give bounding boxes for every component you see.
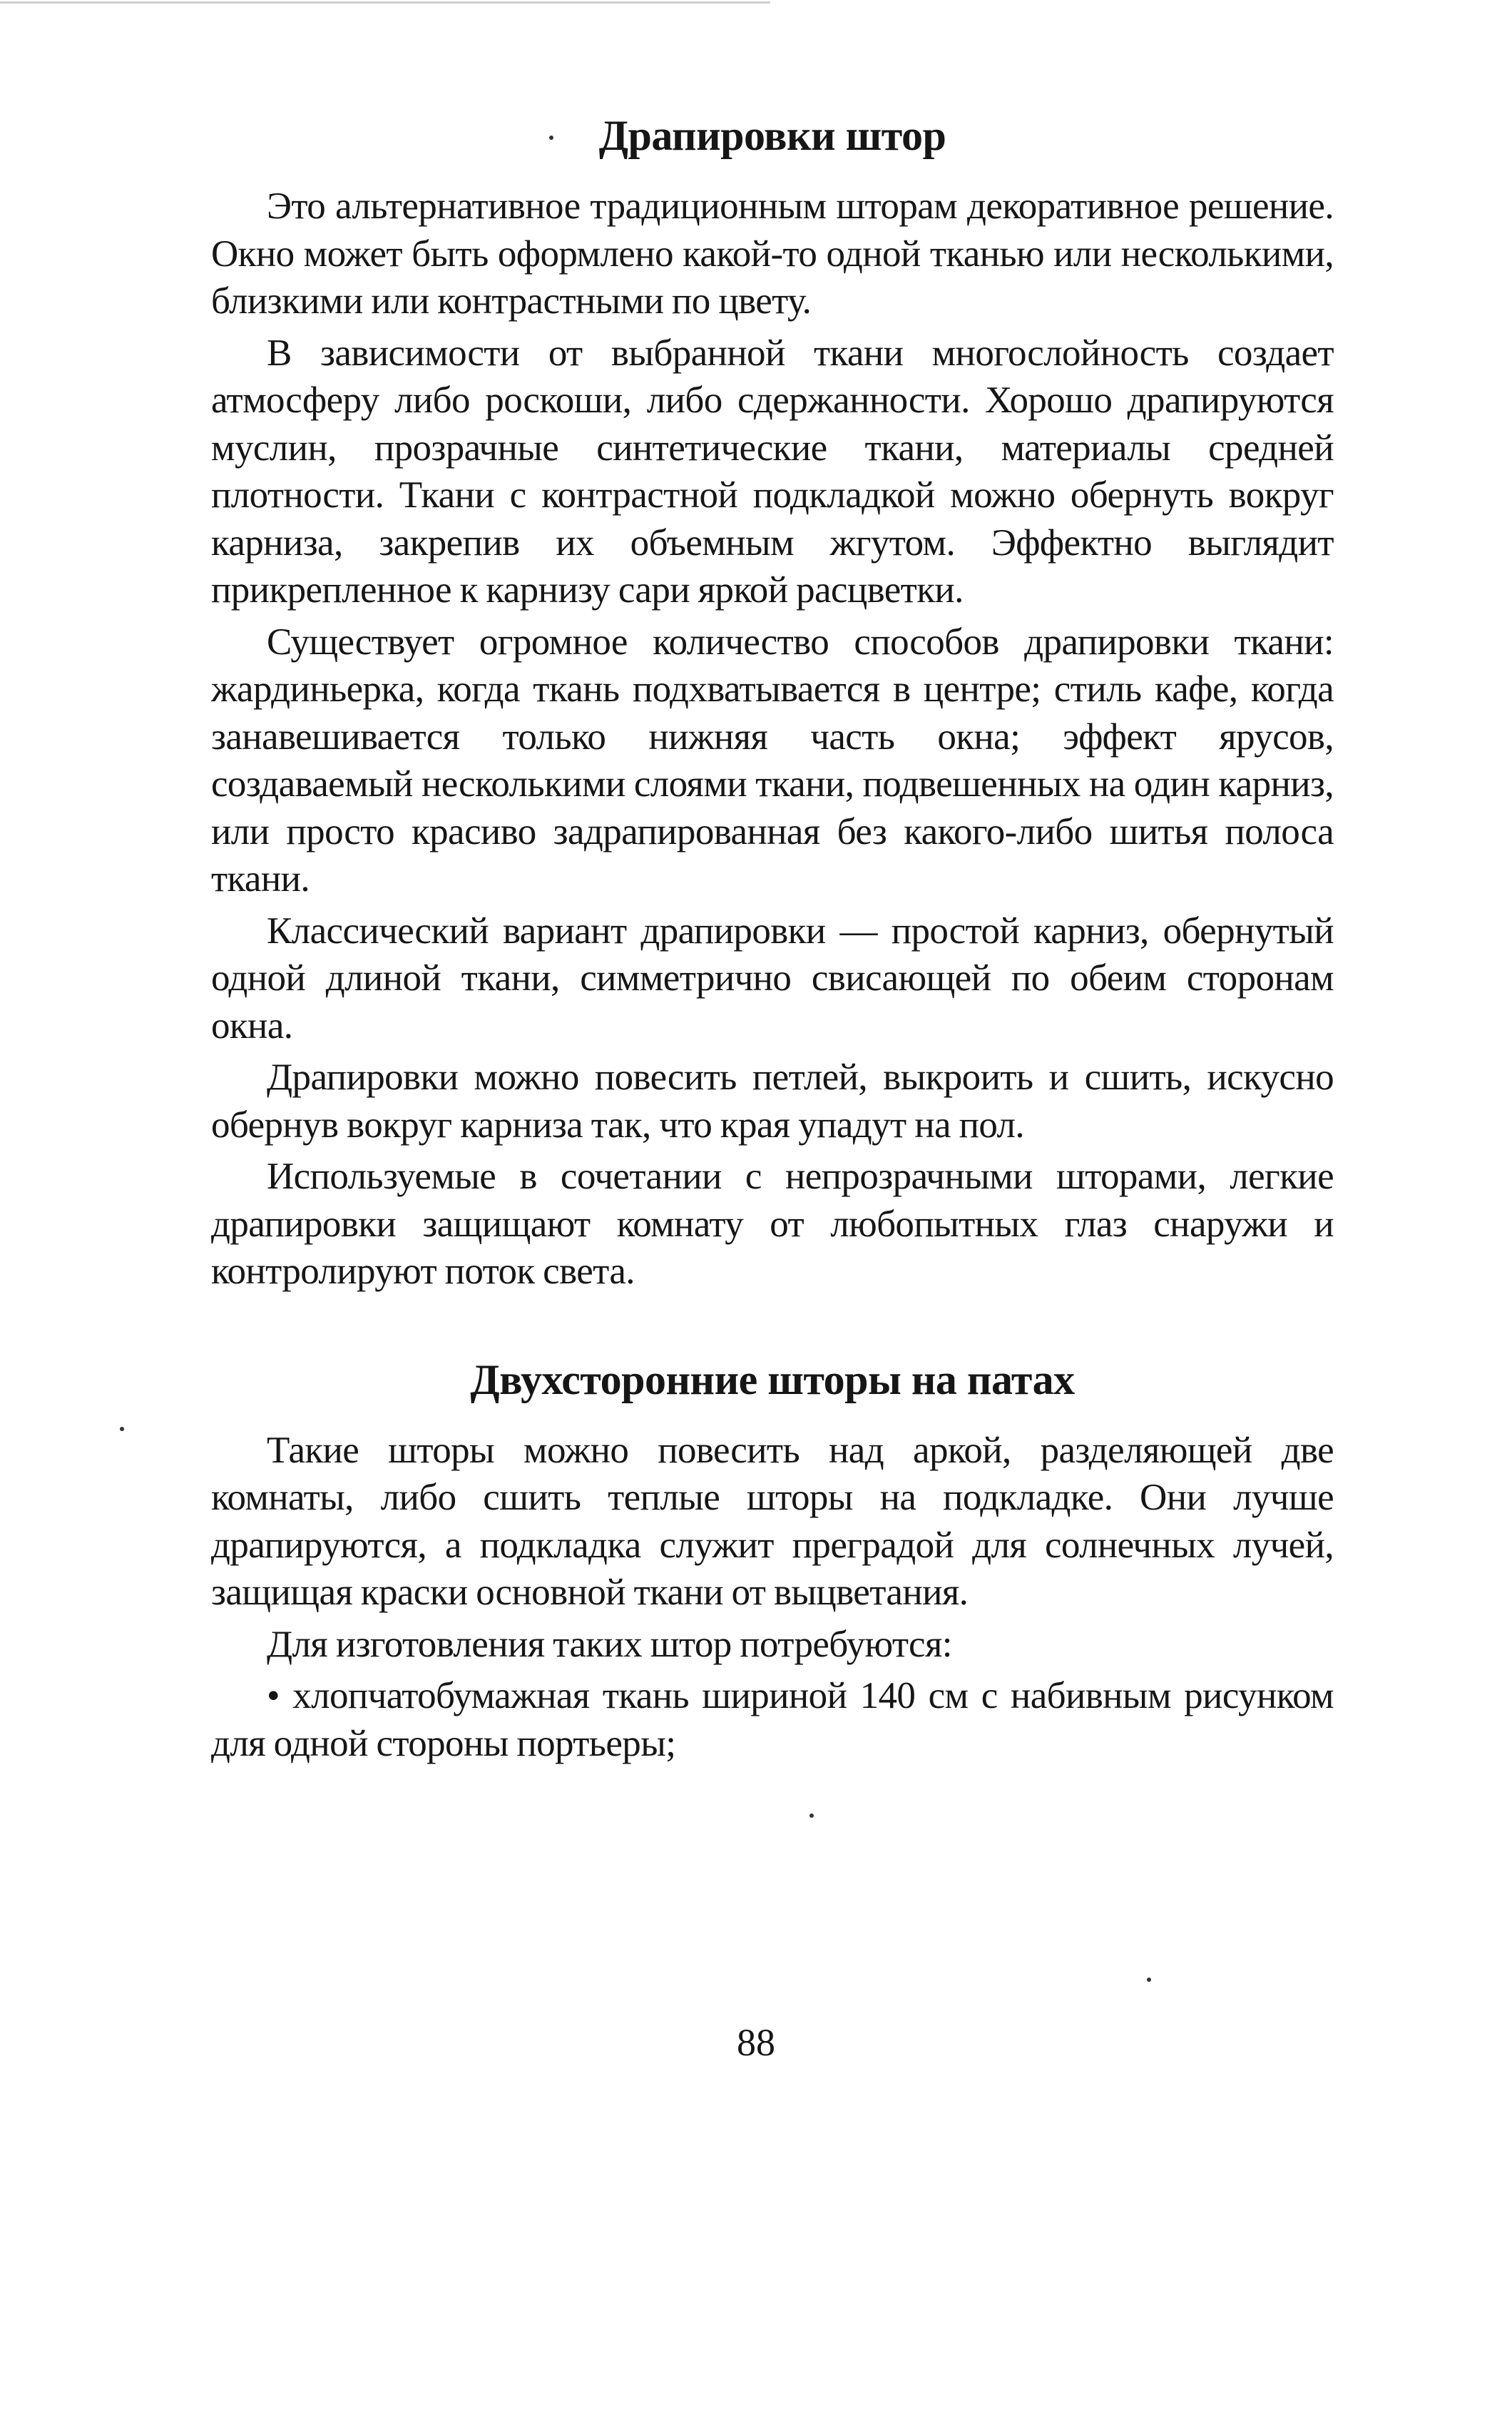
scan-speck: [1147, 1978, 1151, 1982]
paragraph-1: Это альтернативное традиционным шторам декоративное решение. Окно может быть оформлено какой-то одной тканью или несколькими, близкими или контрастными по цвету.: [211, 185, 1334, 322]
paragraph-5: Драпировки можно повесить петлей, выкроить и сшить, искусно обернув вокруг карниза так, что края упадут на пол.: [211, 1057, 1334, 1146]
list-item: • хлопчатобумажная ткань шириной 140 см с набивным рисунком для одной стороны портьеры;: [211, 1675, 1334, 1764]
scan-speck: [809, 1813, 814, 1818]
book-page: [211, 107, 1334, 1771]
paragraph-8: Для изготовления таких штор потребуются:: [267, 1623, 952, 1665]
paragraph-7: Такие шторы можно повесить над аркой, разделяющей две комнаты, либо сшить теплые шторы на подкладке. Они лучше драпируются, а подкладка служит преградой для солнечных лучей, защищая краски основной ткани от выцветания.: [211, 1429, 1334, 1613]
paragraph-4: Классический вариант драпировки — простой карниз, обернутый одной длиной ткани, симметрично свисающей по обеим сторонам окна.: [211, 910, 1334, 1047]
section-title-double-sided-curtains: Двухсторонние шторы на патах: [470, 1355, 1075, 1403]
section-title-curtain-draping: Драпировки штор: [598, 112, 946, 159]
scan-speck: [120, 1427, 124, 1431]
paragraph-2: В зависимости от выбранной ткани многослойность создает атмосферу либо роскоши, либо сдержанности. Хорошо драпируются муслин, прозрачные синтетические ткани, материалы средней плотности. Ткани с контрастной подкладкой можно обернуть вокруг карниза, закрепив их объемным жгутом. Эффектно выглядит прикрепленное к карнизу сари яркой расцветки.: [211, 332, 1334, 611]
scan-speck: [549, 136, 553, 140]
paragraph-3: Существует огромное количество способов драпировки ткани: жардиньерка, когда ткань подхватывается в центре; стиль кафе, когда занавешивается только нижняя часть окна; эффект ярусов, создаваемый несколькими слоями ткани, подвешенных на один карниз, или просто красиво задрапированная без какого-либо шитья полоса ткани.: [211, 621, 1334, 900]
paragraph-6: Используемые в сочетании с непрозрачными шторами, легкие драпировки защищают комнату от любопытных глаз снаружи и контролируют поток света.: [211, 1156, 1334, 1292]
top-edge-rule: [0, 1, 770, 4]
page-number: 88: [737, 2021, 775, 2064]
